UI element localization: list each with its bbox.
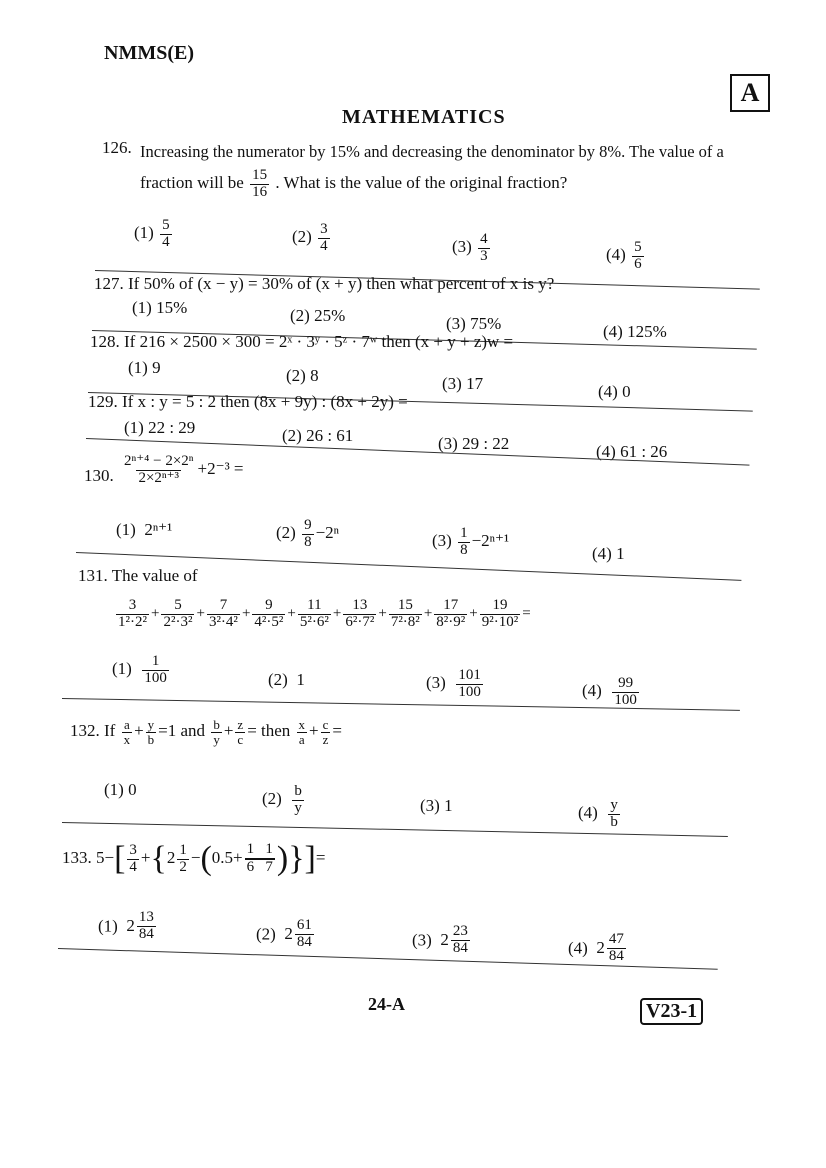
paren: ( bbox=[200, 840, 212, 877]
frac-num: 11 bbox=[307, 597, 322, 613]
opt-tail: −2ⁿ⁺¹ bbox=[471, 531, 510, 551]
opt-label: (2) bbox=[262, 789, 282, 809]
frac-den: 4 bbox=[129, 858, 137, 875]
q130-main-fraction bbox=[122, 454, 196, 487]
q126-text-line2 bbox=[140, 168, 567, 201]
q128-text: 128. If 216 × 2500 × 300 = 2ˣ · 3ʸ · 5ᶻ · 7ʷ then (x + y + z)w = bbox=[90, 332, 514, 351]
q132-option-1[interactable]: (1) 0 bbox=[104, 780, 137, 799]
opt-label: (4) bbox=[568, 938, 588, 958]
frac-den: 4²·5² bbox=[254, 613, 284, 630]
frac-den: 4 bbox=[320, 237, 328, 254]
q133-option-4[interactable] bbox=[568, 932, 628, 965]
opt-value: 1 bbox=[296, 670, 305, 689]
q133-expression: 133. 5−[ $\frac{3}{4}$ +{2 $\frac{1}{2}$ −(0.5+ $\frac{1 1}{6 7}$ )}]= bbox=[62, 840, 326, 877]
operator: + bbox=[196, 605, 205, 622]
operator: + bbox=[151, 605, 160, 622]
frac-num: 5 bbox=[634, 239, 642, 255]
frac-num: c bbox=[322, 717, 329, 732]
opt-label: (1) bbox=[134, 223, 154, 243]
opt-label: (2) bbox=[256, 924, 276, 944]
frac-den: c bbox=[237, 731, 244, 747]
opt-value: 2ⁿ⁺¹ bbox=[144, 520, 173, 539]
exam-code: NMMS(E) bbox=[104, 42, 194, 64]
opt-label: (3) bbox=[452, 237, 472, 257]
divider bbox=[62, 822, 728, 837]
opt-label: (3) bbox=[426, 673, 446, 693]
q126-option-1[interactable] bbox=[134, 218, 174, 251]
frac-den: b bbox=[147, 731, 155, 747]
whole: 2 bbox=[284, 924, 293, 944]
frac-den: b bbox=[610, 813, 618, 830]
frac-den: 4 bbox=[162, 233, 170, 250]
opt-label: (4) bbox=[582, 681, 602, 701]
q126-fraction bbox=[250, 168, 269, 201]
q127-option-1[interactable]: (1) 15% bbox=[132, 298, 188, 317]
q128-option-4[interactable]: (4) 0 bbox=[598, 382, 631, 401]
q126-option-4[interactable] bbox=[606, 240, 646, 273]
opt-label: (3) bbox=[432, 531, 452, 551]
operator: + bbox=[469, 605, 478, 622]
opt-label: (3) bbox=[412, 930, 432, 950]
frac-num: 3 bbox=[128, 597, 137, 613]
q130-option-2[interactable] bbox=[276, 518, 339, 551]
frac-num: 3 bbox=[320, 221, 328, 237]
frac-num: 1 bbox=[460, 525, 468, 541]
q127-option-4[interactable]: (4) 125% bbox=[603, 322, 667, 341]
q132-then: = then bbox=[247, 721, 291, 741]
series-term bbox=[252, 598, 285, 631]
subject-title: MATHEMATICS bbox=[342, 106, 506, 128]
q133-option-2[interactable] bbox=[256, 918, 316, 951]
frac-den: a bbox=[298, 731, 305, 747]
q129-option-1[interactable]: (1) 22 : 29 bbox=[124, 418, 196, 437]
q132-number: 132. If bbox=[70, 721, 116, 741]
frac-den: 2 bbox=[179, 858, 187, 875]
operator: = bbox=[522, 605, 531, 622]
frac-num: 99 bbox=[618, 675, 634, 691]
version-code: V23-1 bbox=[640, 998, 703, 1025]
series-term bbox=[298, 598, 331, 631]
frac-num: 9 bbox=[265, 597, 273, 613]
q133-option-1[interactable] bbox=[98, 910, 158, 943]
frac-den: 8 bbox=[304, 533, 312, 550]
frac-num: 9 bbox=[304, 517, 312, 533]
frac-num: 47 bbox=[608, 931, 624, 947]
q132-option-3[interactable]: (3) 1 bbox=[420, 796, 453, 815]
q131-text: 131. The value of bbox=[78, 566, 198, 585]
frac-den: 3 bbox=[480, 247, 488, 264]
q131-series bbox=[114, 598, 531, 631]
frac-num: z bbox=[237, 717, 244, 732]
series-term bbox=[480, 598, 521, 631]
frac-den: 6²·7² bbox=[345, 613, 375, 630]
frac-num: 5 bbox=[174, 597, 182, 613]
series-term bbox=[207, 598, 240, 631]
frac-num: 2ⁿ⁺⁴ − 2×2ⁿ bbox=[124, 453, 194, 469]
frac-den: 7²·8² bbox=[390, 613, 420, 630]
frac-den: 84 bbox=[296, 933, 312, 950]
q126-text-line1: Increasing the numerator by 15% and decreasing the denominator by 8%. The value of a bbox=[140, 142, 724, 161]
set-box: A bbox=[730, 74, 770, 112]
q131-option-2[interactable] bbox=[268, 670, 305, 690]
frac-den: 84 bbox=[608, 947, 624, 964]
frac-den: z bbox=[322, 731, 329, 747]
series-term bbox=[343, 598, 376, 631]
opt-label: (4) bbox=[578, 803, 598, 823]
q128-option-3[interactable]: (3) 17 bbox=[442, 374, 484, 393]
frac-num: 1 1 bbox=[246, 841, 273, 858]
q131-option-4[interactable] bbox=[582, 676, 641, 709]
q130-tail: +2⁻³ = bbox=[197, 459, 244, 479]
frac-num: 15 bbox=[397, 597, 413, 613]
q130-number: 130. bbox=[84, 466, 114, 485]
operator: + bbox=[378, 605, 387, 622]
q130-option-1[interactable] bbox=[116, 520, 172, 540]
frac-den: 1²·2² bbox=[118, 613, 147, 630]
frac-num: 7 bbox=[219, 597, 228, 613]
q132-option-2[interactable] bbox=[262, 784, 306, 817]
operator: + bbox=[332, 605, 342, 622]
whole: 2 bbox=[596, 938, 605, 958]
frac-num: 4 bbox=[480, 231, 488, 247]
q130-option-3[interactable] bbox=[432, 526, 509, 559]
frac-den: 3²·4² bbox=[208, 613, 238, 630]
frac-den: 16 bbox=[252, 183, 268, 200]
paren: ) bbox=[276, 840, 289, 877]
frac-num: y bbox=[147, 717, 155, 732]
frac-num: b bbox=[294, 783, 302, 799]
q129-option-4[interactable]: (4) 61 : 26 bbox=[596, 442, 668, 461]
brace: { bbox=[150, 840, 167, 877]
operator: + bbox=[241, 605, 251, 622]
opt-label: (1) bbox=[98, 916, 118, 936]
opt-label: (2) bbox=[276, 523, 296, 543]
brace: } bbox=[288, 840, 305, 877]
q128-option-2[interactable]: (2) 8 bbox=[286, 366, 319, 385]
frac-den: 100 bbox=[614, 691, 637, 708]
frac-den: 8²·9² bbox=[436, 613, 466, 630]
frac-den: 6 7 bbox=[246, 859, 273, 875]
frac-den: y bbox=[213, 731, 220, 747]
page-number: 24-A bbox=[368, 994, 405, 1014]
frac-den: 84 bbox=[138, 925, 154, 942]
q133-option-3[interactable] bbox=[412, 924, 472, 957]
frac-num: 13 bbox=[138, 909, 154, 925]
q129-text: 129. If x : y = 5 : 2 then (8x + 9y) : (8x + 2y) = bbox=[88, 392, 408, 411]
series-term bbox=[389, 598, 422, 631]
frac-num: 17 bbox=[443, 597, 459, 613]
frac-num: 19 bbox=[492, 597, 508, 613]
q132-and: =1 and bbox=[158, 721, 206, 741]
q133-number: 133. 5− bbox=[62, 847, 115, 867]
q127-option-3[interactable]: (3) 75% bbox=[446, 314, 502, 333]
series-term bbox=[161, 598, 194, 631]
frac-num: 1 bbox=[179, 841, 187, 858]
whole: 2 bbox=[126, 916, 135, 936]
frac-num: 23 bbox=[452, 923, 468, 939]
frac-num: 5 bbox=[162, 217, 170, 233]
frac-den: 2²·3² bbox=[163, 613, 193, 630]
frac-den: x bbox=[123, 731, 131, 747]
opt-label: (2) bbox=[268, 670, 288, 689]
bracket: ] bbox=[304, 840, 316, 877]
whole: 2 bbox=[440, 930, 449, 950]
frac-num: 15 bbox=[252, 167, 268, 183]
frac-den: 84 bbox=[452, 939, 468, 956]
frac-den: y bbox=[294, 799, 302, 816]
series-term bbox=[116, 598, 149, 631]
opt-tail: −2ⁿ bbox=[315, 523, 340, 543]
q126-text2b: . What is the value of the original fraction? bbox=[275, 173, 568, 193]
frac-num: 61 bbox=[296, 917, 312, 933]
q126-text2a: fraction will be bbox=[140, 173, 244, 193]
q127-option-2[interactable]: (2) 25% bbox=[290, 306, 346, 325]
frac-den: 5²·6² bbox=[299, 613, 329, 630]
frac-num: a bbox=[123, 717, 130, 732]
q127-text: 127. If 50% of (x − y) = 30% of (x + y) then what percent of x is y? bbox=[94, 274, 555, 293]
frac-num: 1 bbox=[151, 653, 160, 669]
q132-expression: 132. If $\frac{a}{x}$ + $\frac{y}{b}$ =1 and $\frac{b}{y}$ + $\frac{z}{c}$ = then $\frac{x}{a}$ + $\frac{c}{z}$ = bbox=[70, 717, 343, 747]
opt-label: (2) bbox=[292, 227, 312, 247]
q128-option-1[interactable]: (1) 9 bbox=[128, 358, 161, 377]
frac-den: 8 bbox=[460, 541, 468, 558]
q131-option-3[interactable] bbox=[426, 668, 485, 701]
frac-den: 2×2ⁿ⁺³ bbox=[138, 469, 180, 486]
series-term bbox=[434, 598, 467, 631]
operator: + bbox=[287, 605, 296, 622]
q132-option-4[interactable] bbox=[578, 798, 622, 831]
operator: + bbox=[423, 605, 433, 622]
frac-num: y bbox=[610, 797, 618, 813]
bracket: [ bbox=[114, 840, 126, 877]
frac-num: 101 bbox=[458, 667, 481, 683]
q132-eq: = bbox=[332, 721, 343, 741]
frac-num: 13 bbox=[352, 597, 368, 613]
opt-label: (1) bbox=[112, 659, 132, 679]
frac-den: 100 bbox=[144, 669, 167, 686]
q129-option-3[interactable]: (3) 29 : 22 bbox=[438, 434, 510, 453]
opt-label: (4) bbox=[606, 245, 626, 265]
q130-option-4[interactable]: (4) 1 bbox=[592, 544, 625, 563]
frac-num: 3 bbox=[129, 841, 137, 858]
frac-den: 9²·10² bbox=[481, 613, 519, 630]
q130-expression bbox=[120, 454, 244, 487]
frac-den: 6 bbox=[634, 255, 642, 272]
q131-option-1[interactable] bbox=[112, 654, 171, 687]
opt-label: (1) bbox=[116, 520, 136, 539]
q129-option-2[interactable]: (2) 26 : 61 bbox=[282, 426, 354, 445]
q126-option-3[interactable] bbox=[452, 232, 492, 265]
q126-number: 126. bbox=[102, 138, 132, 157]
q126-option-2[interactable] bbox=[292, 222, 332, 255]
frac-num: x bbox=[298, 717, 306, 732]
frac-den: 100 bbox=[458, 683, 481, 700]
frac-num: b bbox=[213, 717, 220, 732]
